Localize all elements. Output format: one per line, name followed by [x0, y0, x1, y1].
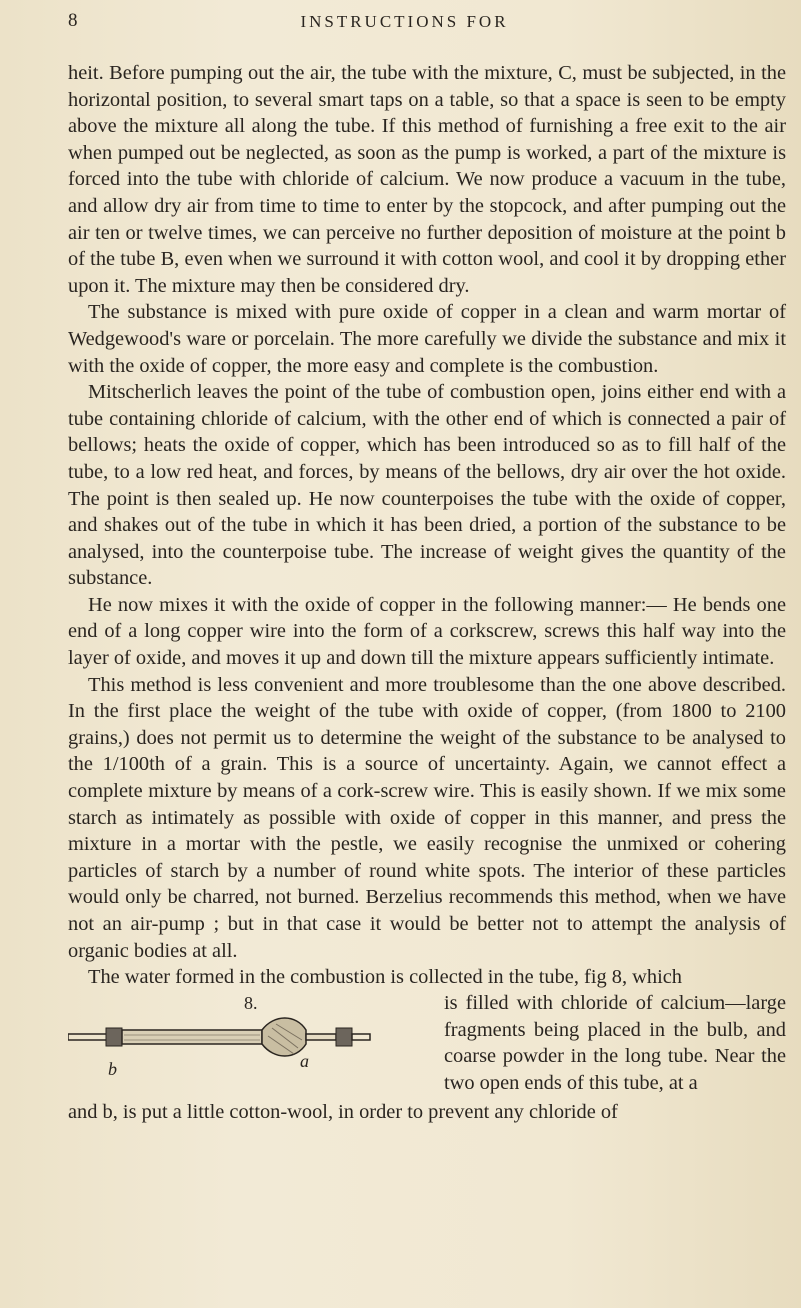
figure-8 — [68, 990, 438, 1096]
paragraph: heit. Before pumping out the air, the tube with the mixture, C, must be subjected, in the horizontal position, to several smart taps on a table, so that a space is seen to be empty above the mixture all along the tube. If this method of furnishing a free exit to the air when pumped out be neglected, as soon as the pump is worked, a part of the mixture is forced into the tube with chloride of calcium. We now produce a vacuum in the tube, and allow dry air from time to time to enter by the stopcock, and after pumping out the air ten or twelve times, we can perceive no further deposition of moisture at the point b of the tube B, even when we surround it with cotton wool, and cool it by dropping ether upon it. The mixture may then be considered dry. — [68, 62, 786, 297]
figure-number-label: 8. — [244, 993, 258, 1014]
figure-paragraph-bottom-text: and b, is put a little cotton-wool, in order to prevent any chloride of — [68, 1101, 618, 1124]
paragraph: He now mixes it with the oxide of copper in the following manner:— He bends one end of a long copper wire into the form of a corkscrew, screws this half way into the layer of oxide, and moves it up and down till the mixture appears sufficiently intimate. — [68, 593, 786, 670]
page-header — [38, 10, 771, 36]
paragraph: Mitscherlich leaves the point of the tube of combustion open, joins either end with a tube containing chloride of calcium, with the other end of which is connected a pair of bellows; heats the oxide of copper, which has been introduced so as to fill half of the tube, to a low red heat, and forces, by means of the bellows, dry air over the hot oxide. The point is then sealed up. He now counterpoises the tube with the oxide of copper, and shakes out of the tube in which it has been dried, a portion of the substance to be analysed, into the counterpoise tube. The increase of weight gives the quantity of the substance. — [68, 381, 786, 590]
figure-paragraph — [68, 964, 786, 1130]
figure-paragraph-line: The water formed in the combustion is collected in the tube, fig 8, which — [88, 966, 682, 989]
figure-label-a: a — [300, 1051, 309, 1072]
body-text — [68, 60, 786, 1130]
paragraph: This method is less convenient and more troublesome than the one above described. In the first place the weight of the tube with oxide of copper, (from 1800 to 2100 grains,) does not permit us to determine the weight of the substance to be analysed to the 1/100th of a grain. This is a source of uncertainty. Again, we cannot effect a complete mixture by means of a cork-screw wire. This is easily shown. If we mix some starch as intimately as possible with oxide of copper in this manner, and press the mixture in a mortar with the pestle, we easily recognise the unmixed or cohering particles of starch by a number of round white spots. The interior of these particles would only be charred, not burned. Berzelius recommends this method, when we have not an air-pump ; but in that case it would be better not to attempt the analysis of organic bodies at all. — [68, 673, 786, 962]
figure-paragraph-side-text: is filled with chloride of calcium—large fragments being placed in the bulb, and coarse powder in the long tube. Near the two open ends of this tube, at a — [444, 992, 786, 1094]
page-number: 8 — [68, 10, 78, 31]
figure-label-b: b — [108, 1059, 117, 1080]
paragraph: The substance is mixed with pure oxide of copper in a clean and warm mortar of Wedgewood's ware or porcelain. The more carefully we divide the substance and mix it with the oxide of copper, the more easy and complete is the combustion. — [68, 301, 786, 377]
running-head: INSTRUCTIONS FOR — [300, 12, 509, 31]
